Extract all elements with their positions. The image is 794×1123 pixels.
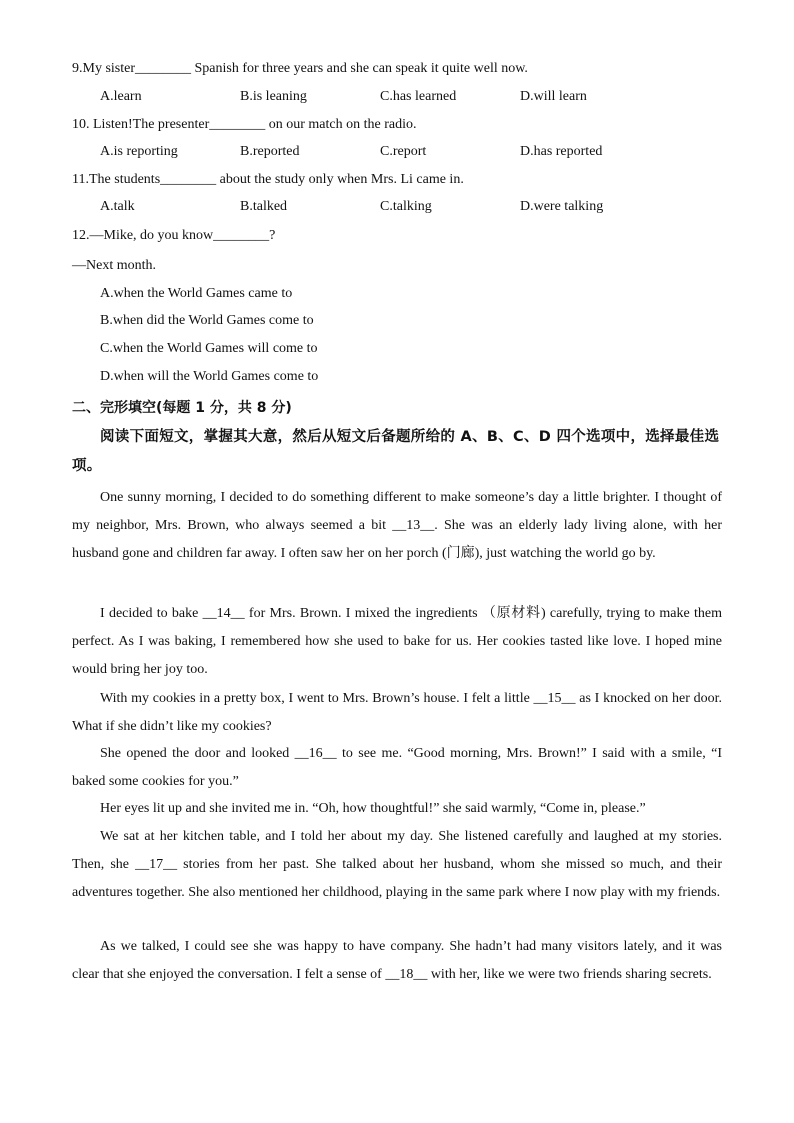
option-c: C.report bbox=[380, 144, 427, 159]
question-9-options bbox=[100, 89, 720, 109]
section-instruction: 阅读下面短文，掌握其大意，然后从短文后备题所给的 A、B、C、D 四个选项中，选择最佳选项。 bbox=[72, 429, 720, 474]
question-12-option-a: A.when the World Games came to bbox=[100, 286, 293, 301]
option-d: D.will learn bbox=[520, 89, 587, 104]
passage-paragraph-5: Her eyes lit up and she invited me in. “Oh, how thoughtful!” she said warmly, “Come in, please.” bbox=[100, 801, 646, 816]
option-b: B.is leaning bbox=[240, 89, 307, 104]
option-c: C.has learned bbox=[380, 89, 457, 104]
question-12-answer-line: —Next month. bbox=[72, 258, 156, 273]
passage-paragraph-3: With my cookies in a pretty box, I went to Mrs. Brown’s house. I felt a little __15__ as I knocked on her door. What if she didn’t like my cookies? bbox=[72, 691, 722, 734]
option-d: D.were talking bbox=[520, 199, 604, 214]
question-10-options bbox=[100, 144, 720, 164]
passage-paragraph-7: As we talked, I could see she was happy to have company. She hadn’t had many visitors lately, and it was clear that she enjoyed the conversation. I felt a sense of __18__ with her, like we were two friends sharing secrets. bbox=[72, 939, 722, 982]
option-c: C.talking bbox=[380, 199, 432, 214]
question-12-option-b: B.when did the World Games come to bbox=[100, 313, 314, 328]
section-heading: 二、完形填空(每题 1 分，共 8 分) bbox=[72, 400, 292, 416]
question-12-stem: 12.—Mike, do you know________? bbox=[72, 228, 276, 243]
option-a: A.is reporting bbox=[100, 144, 178, 159]
option-b: B.talked bbox=[240, 199, 288, 214]
option-a: A.learn bbox=[100, 89, 142, 104]
option-d: D.has reported bbox=[520, 144, 603, 159]
question-12-option-d: D.when will the World Games come to bbox=[100, 369, 319, 384]
passage-paragraph-4: She opened the door and looked __16__ to see me. “Good morning, Mrs. Brown!” I said with a smile, “I baked some cookies for you.” bbox=[72, 746, 722, 789]
question-9-stem: 9.My sister________ Spanish for three years and she can speak it quite well now. bbox=[72, 61, 528, 76]
option-b: B.reported bbox=[240, 144, 300, 159]
question-11-stem: 11.The students________ about the study only when Mrs. Li came in. bbox=[72, 172, 464, 187]
option-a: A.talk bbox=[100, 199, 135, 214]
question-10-stem: 10. Listen!The presenter________ on our match on the radio. bbox=[72, 117, 417, 132]
question-11-options bbox=[100, 199, 720, 219]
question-12-option-c: C.when the World Games will come to bbox=[100, 341, 318, 356]
passage-paragraph-1: One sunny morning, I decided to do something different to make someone’s day a little brighter. I thought of my neighbor, Mrs. Brown, who always seemed a bit __13__. She was an elderly lady living alone, with her husband gone and children far away. I often saw her on her porch (门廊), just watching the world go by. bbox=[72, 490, 722, 561]
passage-paragraph-6: We sat at her kitchen table, and I told her about my day. She listened carefully and laughed at my stories. Then, she __17__ stories from her past. She talked about her husband, whom she missed so much, and their adventures together. She also mentioned her childhood, playing in the same park where I now play with my friends. bbox=[72, 829, 722, 900]
passage-paragraph-2: I decided to bake __14__ for Mrs. Brown. I mixed the ingredients （原材料) carefully, trying to make them perfect. As I was baking, I remembered how she used to bake for us. Her cookies tasted like love. I hoped mine would bring her joy too. bbox=[72, 606, 722, 677]
